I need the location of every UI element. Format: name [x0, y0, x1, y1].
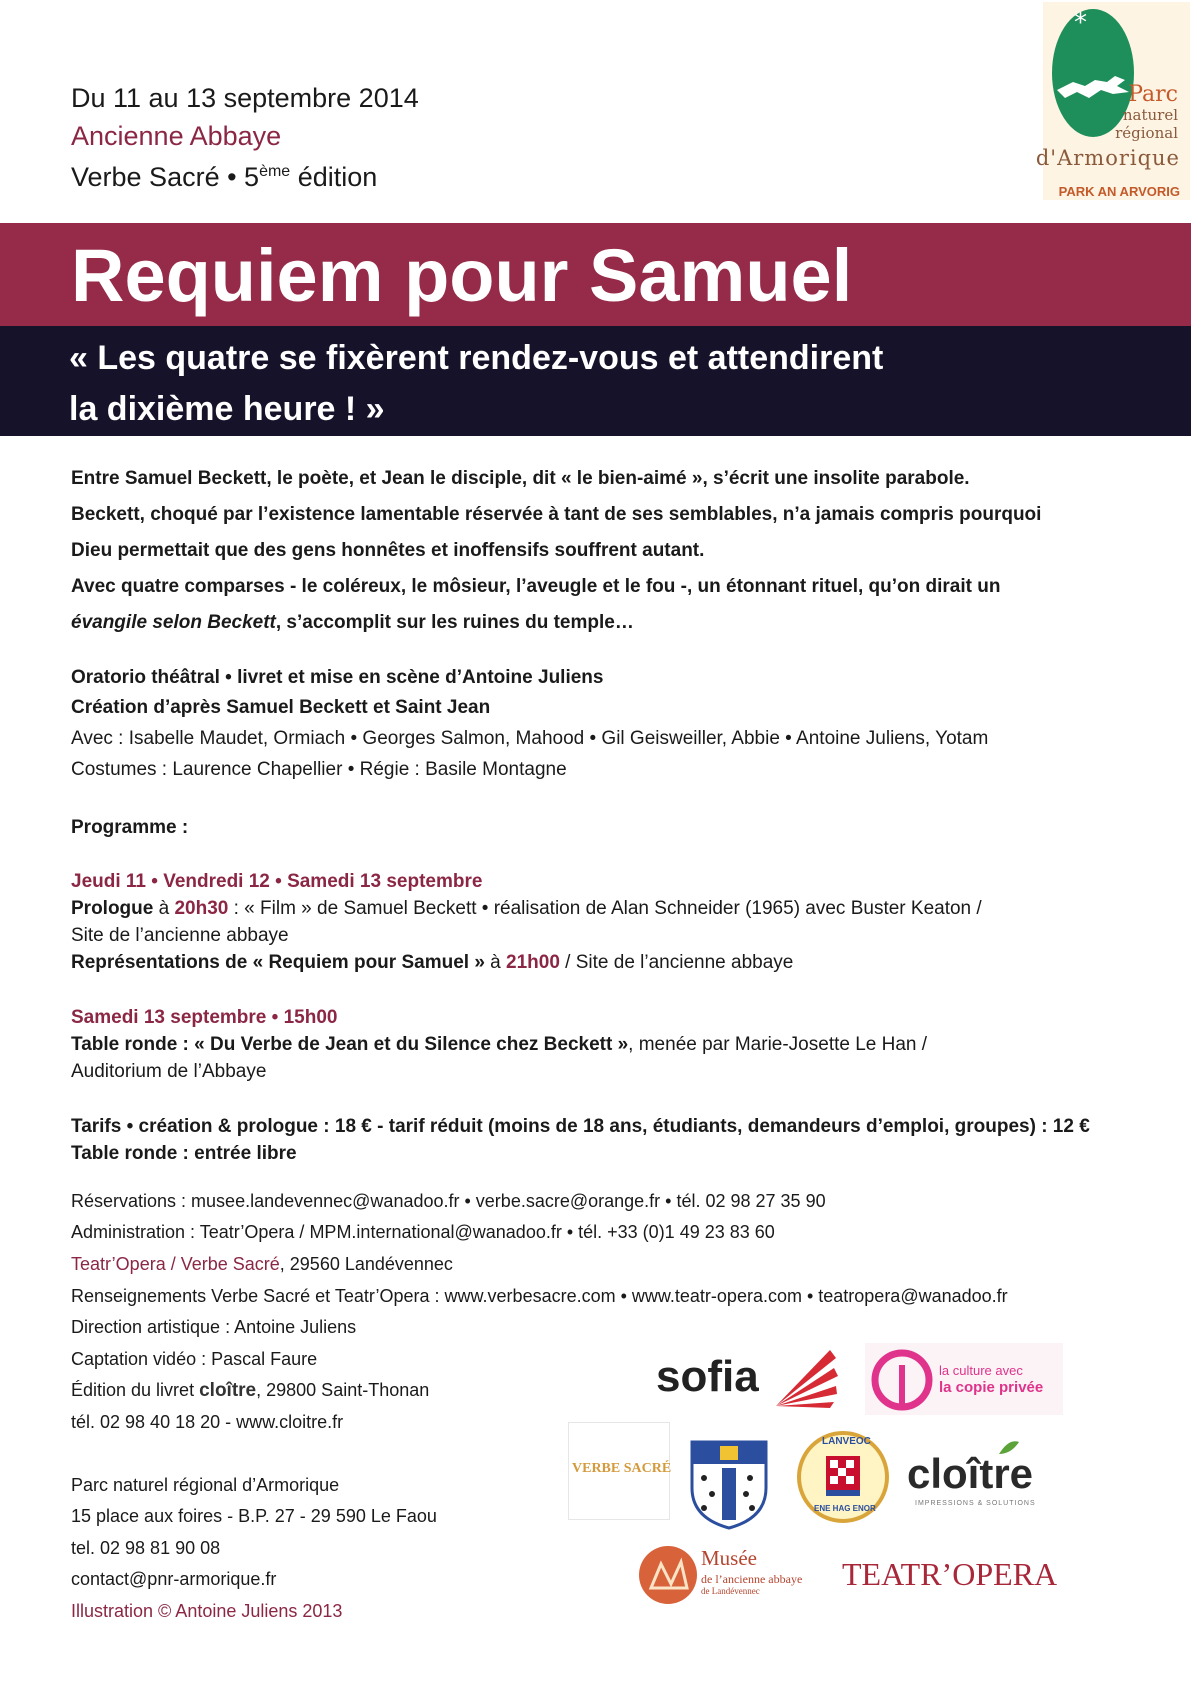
credits-crew: Costumes : Laurence Chapellier • Régie : Basile Montagne [71, 759, 567, 780]
renseignements-line: Renseignements Verbe Sacré et Teatr’Opera : www.verbesacre.com • www.teatr-opera.com • teatropera@wanadoo.fr [71, 1286, 1008, 1306]
logo-armorique: d'Armorique [1035, 146, 1180, 170]
logo-parc: Parc [1128, 82, 1178, 107]
landevennec-coat-of-arms-icon [688, 1438, 770, 1530]
cloitre-tagline: IMPRESSIONS & SOLUTIONS [915, 1500, 1036, 1507]
copie-privee-logo [865, 1343, 1063, 1415]
quote-line-1: « Les quatre se fixèrent rendez-vous et attendirent [69, 339, 884, 377]
representations-site: / Site de l’ancienne abbaye [559, 952, 794, 973]
tarifs-line: Tarifs • création & prologue : 18 € - tarif réduit (moins de 18 ans, étudiants, demandeurs d’emploi, groupes) : 12 € [71, 1116, 1090, 1137]
programme-representations [71, 949, 793, 977]
programme-days-2: Samedi 13 septembre • 15h00 [71, 1007, 338, 1028]
parc-name: Parc naturel régional d’Armorique [71, 1475, 340, 1495]
programme-prologue [71, 895, 982, 923]
page-title: Requiem pour Samuel [71, 234, 853, 317]
intro-line-5-rest: , s’accomplit sur les ruines du temple… [275, 612, 634, 633]
cloitre-contact: tél. 02 98 40 18 20 - www.cloitre.fr [71, 1412, 344, 1432]
intro-line-4: Avec quatre comparses - le coléreux, le môsieur, l’aveugle et le fou -, un étonnant rituel, qu’on dirait un [71, 576, 1001, 597]
copie-privee-line-1: la culture avec [939, 1363, 1023, 1378]
reservations-line: Réservations : musee.landevennec@wanadoo.fr • verbe.sacre@orange.fr • tél. 02 98 27 35 90 [71, 1191, 826, 1211]
intro-line-3: Dieu permettait que des gens honnêtes et inoffensifs souffrent autant. [71, 540, 705, 561]
logo-breton-name: PARK AN ARVORIG [1058, 184, 1180, 199]
teatr-opera-logo: TEATR’OPERA [842, 1556, 1058, 1592]
programme-table-ronde [71, 1031, 927, 1059]
credits-creation: Création d’après Samuel Beckett et Saint Jean [71, 697, 491, 718]
sofia-logo [654, 1344, 839, 1414]
horse-icon [1055, 72, 1133, 106]
credits-oratorio: Oratorio théâtral • livret et mise en scène d’Antoine Juliens [71, 667, 604, 688]
prologue-details: : « Film » de Samuel Beckett • réalisation de Alan Schneider (1965) avec Buster Keaton / [228, 898, 982, 919]
organizer-line [71, 1250, 453, 1278]
event-dates: Du 11 au 13 septembre 2014 [71, 83, 419, 113]
logo-naturel: naturel [1122, 106, 1178, 124]
livret-line [71, 1376, 429, 1405]
representations-time: 21h00 [506, 952, 560, 973]
lanveoc-logo [796, 1430, 890, 1524]
prologue-label: Prologue [71, 898, 154, 919]
intro-italic: évangile selon Beckett [71, 612, 276, 633]
sofia-wordmark: sofia [656, 1352, 759, 1401]
parc-email: contact@pnr-armorique.fr [71, 1569, 277, 1589]
parc-armorique-logo [1035, 2, 1190, 200]
edition-prefix: Verbe Sacré • 5 [71, 162, 260, 192]
logo-regional: régional [1115, 124, 1178, 142]
prologue-time: 20h30 [174, 898, 229, 919]
table-ronde-host: , menée par Marie-Josette Le Han / [628, 1034, 928, 1055]
illustration-credit: Illustration © Antoine Juliens 2013 [71, 1601, 343, 1621]
prologue-a: à [153, 898, 175, 919]
copie-privee-line-2: la copie privée [939, 1379, 1044, 1396]
direction-line: Direction artistique : Antoine Juliens [71, 1317, 357, 1337]
edition-superscript: ème [259, 163, 291, 180]
organizer-address: , 29560 Landévennec [279, 1254, 453, 1274]
intro-line-1: Entre Samuel Beckett, le poète, et Jean le disciple, dit « le bien-aimé », s’écrit une insolite parabole. [71, 468, 970, 489]
lanveoc-bottom-text: ENE HAG ENOR [814, 1504, 876, 1513]
programme-heading: Programme : [71, 817, 189, 838]
copie-privee-icon [871, 1349, 933, 1411]
cloitre-wordmark: cloître [907, 1450, 1034, 1497]
administration-line: Administration : Teatr’Opera / MPM.international@wanadoo.fr • tél. +33 (0)1 49 23 83 60 [71, 1222, 775, 1242]
representations-label: Représentations de « Requiem pour Samuel » [71, 952, 485, 973]
intro-line-2: Beckett, choqué par l’existence lamentable réservée à tant de ses semblables, n’a jamais compris pourquoi [71, 504, 1042, 525]
cloitre-small-logo: cloître [199, 1380, 257, 1401]
musee-logo [637, 1544, 827, 1608]
livret-prefix: Édition du livret [71, 1380, 195, 1400]
intro-line-5 [71, 609, 634, 637]
captation-line: Captation vidéo : Pascal Faure [71, 1349, 318, 1369]
verbe-sacre-wordmark: VERBE SACRÉ [572, 1461, 672, 1476]
quote-line-2: la dixième heure ! » [69, 390, 385, 428]
lanveoc-top-text: LANVEOC [822, 1436, 871, 1447]
prologue-site: Site de l’ancienne abbaye [71, 925, 289, 946]
table-ronde-label: Table ronde : « Du Verbe de Jean et du Silence chez Beckett » [71, 1034, 629, 1055]
musee-location: de Landévennec [701, 1586, 760, 1596]
star-icon: * [1074, 8, 1087, 38]
tarifs-table-ronde: Table ronde : entrée libre [71, 1143, 297, 1164]
cloitre-logo [905, 1440, 1065, 1510]
parc-tel: tel. 02 98 81 90 08 [71, 1538, 221, 1558]
musee-title: Musée [701, 1546, 757, 1570]
credits-cast: Avec : Isabelle Maudet, Ormiach • Georges Salmon, Mahood • Gil Geisweiller, Abbie • Antoine Juliens, Yotam [71, 728, 989, 749]
event-venue: Ancienne Abbaye [71, 121, 282, 151]
event-edition [71, 156, 377, 193]
livret-address: , 29800 Saint-Thonan [256, 1380, 430, 1400]
organizer-name: Teatr’Opera / Verbe Sacré [71, 1254, 280, 1274]
musee-subtitle: de l’ancienne abbaye [701, 1572, 803, 1586]
representations-a: à [484, 952, 507, 973]
programme-days-1: Jeudi 11 • Vendredi 12 • Samedi 13 septembre [71, 871, 483, 892]
verbe-sacre-logo [568, 1422, 670, 1520]
sofia-fan-icon [772, 1344, 838, 1412]
musee-emblem-icon [637, 1544, 699, 1606]
edition-suffix: édition [290, 162, 378, 192]
parc-address: 15 place aux foires - B.P. 27 - 29 590 Le Faou [71, 1506, 437, 1526]
table-ronde-site: Auditorium de l’Abbaye [71, 1061, 267, 1082]
